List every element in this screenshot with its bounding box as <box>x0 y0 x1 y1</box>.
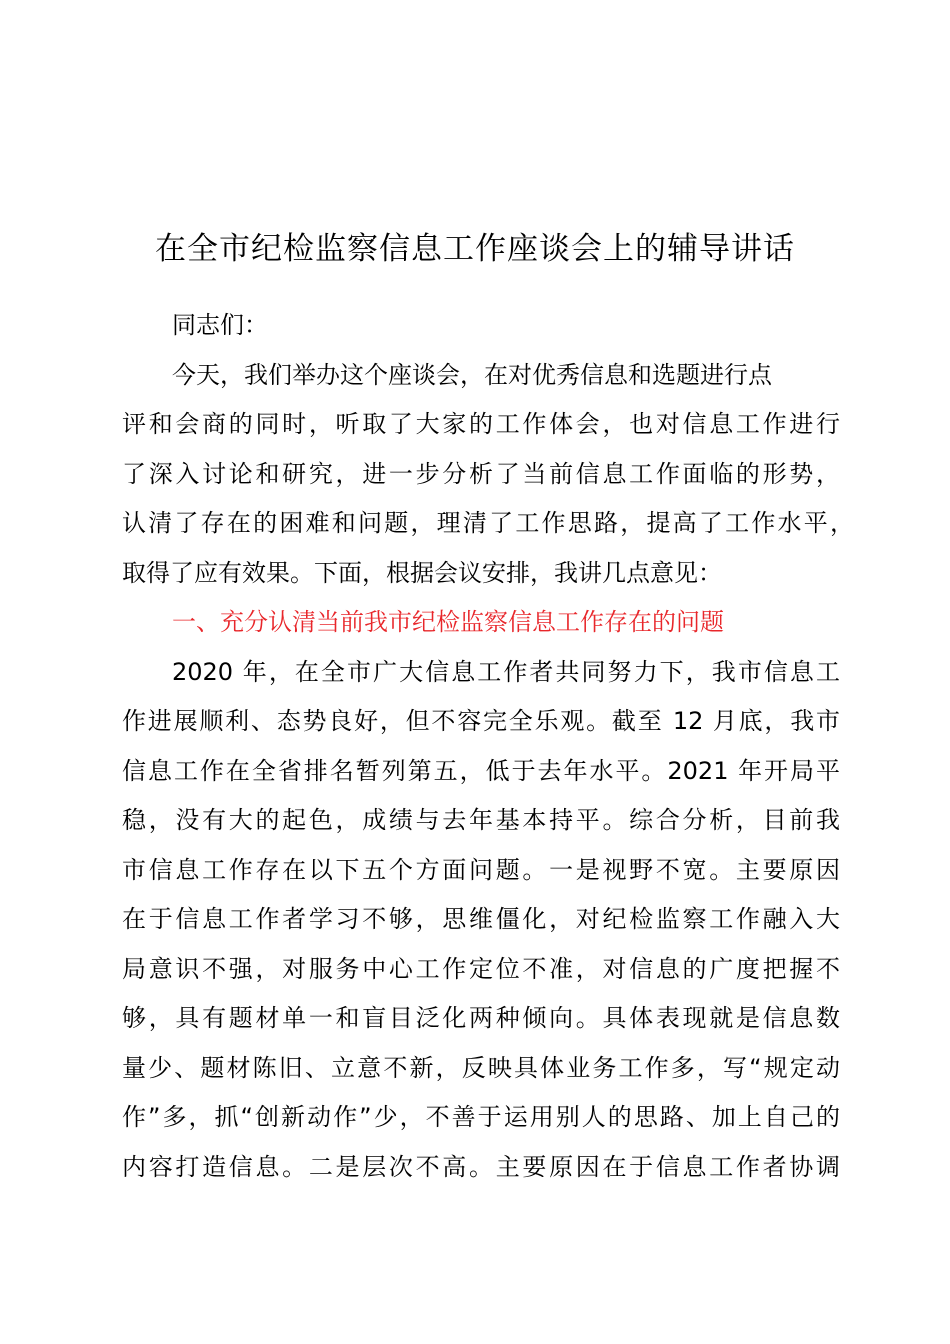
paragraph-line: 市信息工作存在以下五个方面问题。一是视野不宽。主要原因 <box>122 856 840 884</box>
paragraph-line: 了深入讨论和研究，进一步分析了当前信息工作面临的形势， <box>122 460 840 488</box>
paragraph-line: 局意识不强，对服务中心工作定位不准，对信息的广度把握不 <box>122 955 840 983</box>
paragraph-line: 作”多，抓“创新动作”少，不善于运用别人的思路、加上自己的 <box>122 1103 840 1131</box>
paragraph-line: 信息工作在全省排名暂列第五，低于去年水平。2021 年开局平 <box>122 757 840 785</box>
paragraph-line: 够，具有题材单一和盲目泛化两种倾向。具体表现就是信息数 <box>122 1004 840 1032</box>
paragraph-line: 评和会商的同时，听取了大家的工作体会，也对信息工作进行 <box>122 410 840 438</box>
paragraph-line: 量少、题材陈旧、立意不新，反映具体业务工作多，写“规定动 <box>122 1054 840 1082</box>
paragraph-line: 今天，我们举办这个座谈会，在对优秀信息和选题进行点 <box>172 361 772 389</box>
salutation: 同志们： <box>172 311 268 339</box>
paragraph-line: 内容打造信息。二是层次不高。主要原因在于信息工作者协调 <box>122 1153 840 1181</box>
paragraph-line: 在于信息工作者学习不够，思维僵化，对纪检监察工作融入大 <box>122 905 840 933</box>
paragraph-line: 取得了应有效果。下面，根据会议安排，我讲几点意见： <box>122 559 722 587</box>
document-title: 在全市纪检监察信息工作座谈会上的辅导讲话 <box>155 231 795 267</box>
paragraph-line: 2020 年，在全市广大信息工作者共同努力下，我市信息工 <box>172 658 840 686</box>
paragraph-line: 稳，没有大的起色，成绩与去年基本持平。综合分析，目前我 <box>122 806 840 834</box>
paragraph-line: 认清了存在的困难和问题，理清了工作思路，提高了工作水平， <box>122 509 854 537</box>
section-heading: 一、充分认清当前我市纪检监察信息工作存在的问题 <box>172 608 724 636</box>
paragraph-line: 作进展顺利、态势良好，但不容完全乐观。截至 12 月底，我市 <box>122 707 840 735</box>
